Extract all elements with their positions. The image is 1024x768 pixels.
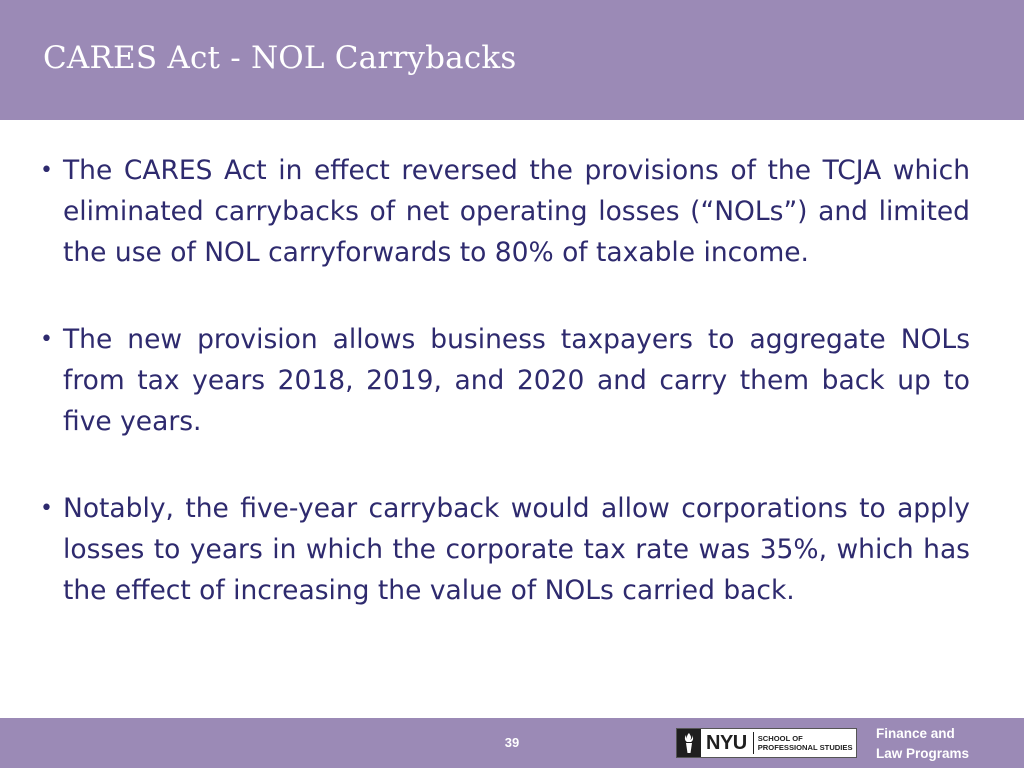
- slide-title: CARES Act - NOL Carrybacks: [43, 40, 517, 76]
- bullet-text: The CARES Act in effect reversed the provisions of the TCJA which eliminated carrybacks of net operating losses (“NOLs”) and limited the use of NOL carryforwards to 80% of taxable income.: [63, 155, 970, 268]
- bullet-dot: •: [40, 496, 53, 521]
- footer-band: [0, 718, 1024, 768]
- slide-body: [40, 150, 970, 657]
- nyu-sps-logo: [676, 728, 857, 758]
- bullet-text: The new provision allows business taxpayers to aggregate NOLs from tax years 2018, 2019, and 2020 and carry them back up to five years.: [63, 324, 970, 437]
- bullet-item: [40, 319, 970, 442]
- program-line1: Finance and: [876, 726, 955, 741]
- logo-nyu-text: NYU: [706, 731, 747, 754]
- torch-icon: [677, 729, 701, 757]
- logo-school-line2: PROFESSIONAL STUDIES: [757, 743, 853, 752]
- bullet-item: [40, 488, 970, 611]
- bullet-dot: •: [40, 327, 53, 352]
- program-name: [876, 724, 969, 764]
- logo-school-line1: SCHOOL OF: [757, 734, 803, 743]
- logo-school-text: [754, 734, 853, 752]
- page-number: 39: [504, 735, 520, 750]
- bullet-dot: •: [40, 158, 53, 183]
- header-band: [0, 0, 1024, 120]
- bullet-item: [40, 150, 970, 273]
- bullet-text: Notably, the five-year carryback would allow corporations to apply losses to years in which the corporate tax rate was 35%, which has the effect of increasing the value of NOLs carried back.: [63, 493, 970, 606]
- program-line2: Law Programs: [876, 746, 970, 761]
